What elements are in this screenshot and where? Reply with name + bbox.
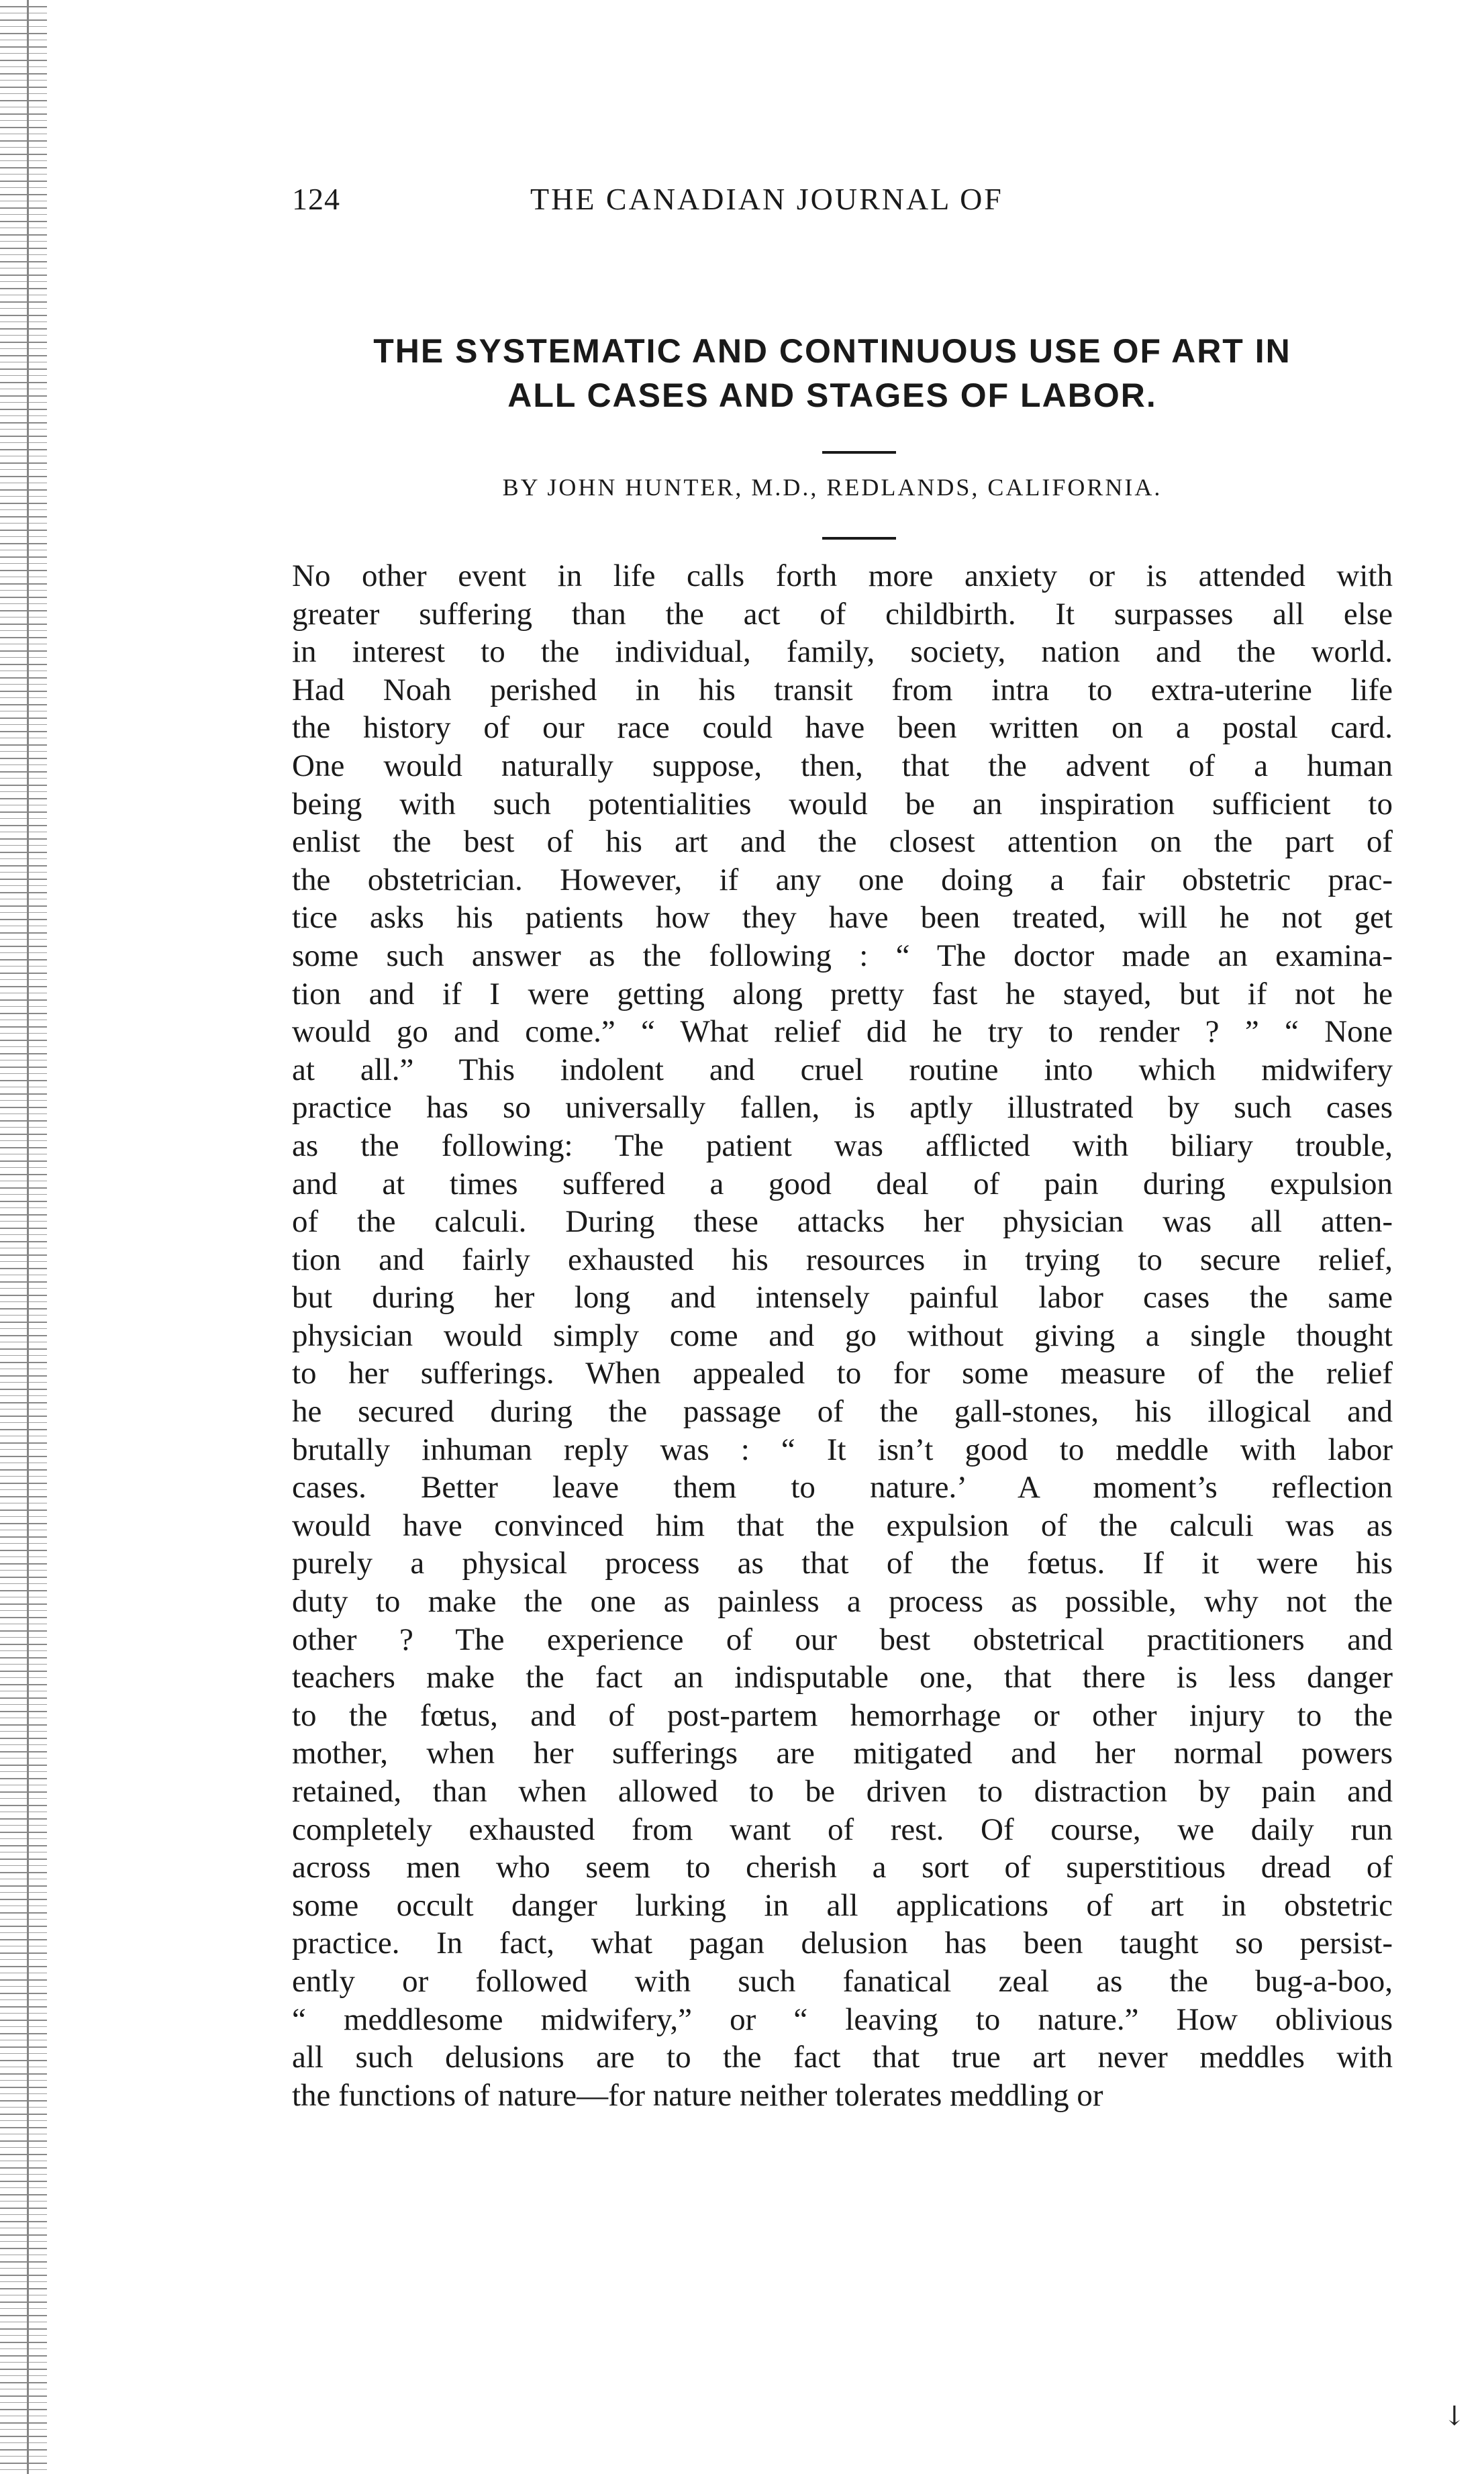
body-line: teachers make the fact an indisputable one, that there is less danger bbox=[292, 1660, 1393, 1695]
body-line: retained, than when allowed to be driven to distraction by pain and bbox=[292, 1774, 1393, 1809]
body-line: purely a physical process as that of the fœtus. If it were his bbox=[292, 1546, 1393, 1581]
body-line: enlist the best of his art and the closest attention on the part of bbox=[292, 824, 1393, 860]
body-line: as the following: The patient was afflicted with biliary trouble, bbox=[292, 1128, 1393, 1163]
body-line: all such delusions are to the fact that true art never meddles with bbox=[292, 2040, 1393, 2075]
body-line: some occult danger lurking in all applications of art in obstetric bbox=[292, 1887, 1393, 1923]
body-line: he secured during the passage of the gall-stones, his illogical and bbox=[292, 1394, 1393, 1430]
running-header bbox=[292, 181, 1171, 228]
body-line: ently or followed with such fanatical zeal as the bug-a-boo, bbox=[292, 1963, 1393, 1999]
body-line: other ? The experience of our best obstetrical practitioners and bbox=[292, 1622, 1393, 1657]
body-line: physician would simply come and go without giving a single thought bbox=[292, 1318, 1393, 1353]
body-line: would have convinced him that the expulsion of the calculi was as bbox=[292, 1507, 1393, 1543]
body-line: of the calculi. During these attacks her physician was all atten- bbox=[292, 1204, 1393, 1240]
body-line: tion and if I were getting along pretty fast he stayed, but if not he bbox=[292, 976, 1393, 1011]
body-line: “ meddlesome midwifery,” or “ leaving to nature.” How oblivious bbox=[292, 2001, 1393, 2037]
body-line: some such answer as the following : “ The doctor made an examina- bbox=[292, 938, 1393, 973]
body-line: to her sufferings. When appealed to for some measure of the relief bbox=[292, 1356, 1393, 1391]
body-line: the history of our race could have been written on a postal card. bbox=[292, 710, 1393, 746]
body-line: practice has so universally fallen, is aptly illustrated by such cases bbox=[292, 1090, 1393, 1126]
body-line: and at times suffered a good deal of pain during expulsion bbox=[292, 1166, 1393, 1201]
body-line: the obstetrician. However, if any one doing a fair obstetric prac- bbox=[292, 862, 1393, 897]
title-divider bbox=[822, 451, 896, 454]
article-title-line-2: ALL CASES AND STAGES OF LABOR. bbox=[507, 377, 1157, 414]
page-corner-mark: ↓ bbox=[1443, 2401, 1466, 2432]
byline-divider bbox=[822, 537, 896, 540]
body-line: but during her long and intensely painful labor cases the same bbox=[292, 1280, 1393, 1316]
page-binding-edge bbox=[0, 0, 47, 2474]
body-line: across men who seem to cherish a sort of superstitious dread of bbox=[292, 1850, 1393, 1885]
author-byline: BY JOHN HUNTER, M.D., REDLANDS, CALIFORNIA. bbox=[502, 474, 1163, 501]
body-line: practice. In fact, what pagan delusion has been taught so persist- bbox=[292, 1926, 1393, 1961]
article-title bbox=[302, 329, 1363, 417]
body-line: to the fœtus, and of post-partem hemorrhage or other injury to the bbox=[292, 1697, 1393, 1733]
body-line: tion and fairly exhausted his resources in trying to secure relief, bbox=[292, 1242, 1393, 1277]
body-line: at all.” This indolent and cruel routine into which midwifery bbox=[292, 1052, 1393, 1087]
body-line: No other event in life calls forth more anxiety or is attended with bbox=[292, 558, 1393, 593]
body-line: cases. Better leave them to nature.’ A moment’s reflection bbox=[292, 1470, 1393, 1505]
body-line: in interest to the individual, family, society, nation and the world. bbox=[292, 634, 1393, 670]
body-line: being with such potentialities would be an inspiration sufficient to bbox=[292, 786, 1393, 822]
article-title-line-1: THE SYSTEMATIC AND CONTINUOUS USE OF ART IN bbox=[373, 332, 1291, 370]
body-line: One would naturally suppose, then, that the advent of a human bbox=[292, 748, 1393, 783]
body-line: duty to make the one as painless a process as possible, why not the bbox=[292, 1584, 1393, 1620]
body-line: Had Noah perished in his transit from intra to extra-uterine life bbox=[292, 672, 1393, 707]
journal-title: THE CANADIAN JOURNAL OF bbox=[530, 182, 1003, 216]
body-line: the functions of nature—for nature neither tolerates meddling or bbox=[292, 2077, 1103, 2113]
page-number: 124 bbox=[292, 182, 340, 216]
body-line: completely exhausted from want of rest. Of course, we daily run bbox=[292, 1812, 1393, 1847]
body-line: brutally inhuman reply was : “ It isn’t good to meddle with labor bbox=[292, 1432, 1393, 1467]
article-body bbox=[292, 557, 1393, 2114]
body-line: would go and come.” “ What relief did he try to render ? ” “ None bbox=[292, 1014, 1393, 1050]
body-line: tice asks his patients how they have been treated, will he not get bbox=[292, 900, 1393, 936]
body-line: mother, when her sufferings are mitigated and her normal powers bbox=[292, 1736, 1393, 1771]
body-line: greater suffering than the act of childbirth. It surpasses all else bbox=[292, 596, 1393, 632]
